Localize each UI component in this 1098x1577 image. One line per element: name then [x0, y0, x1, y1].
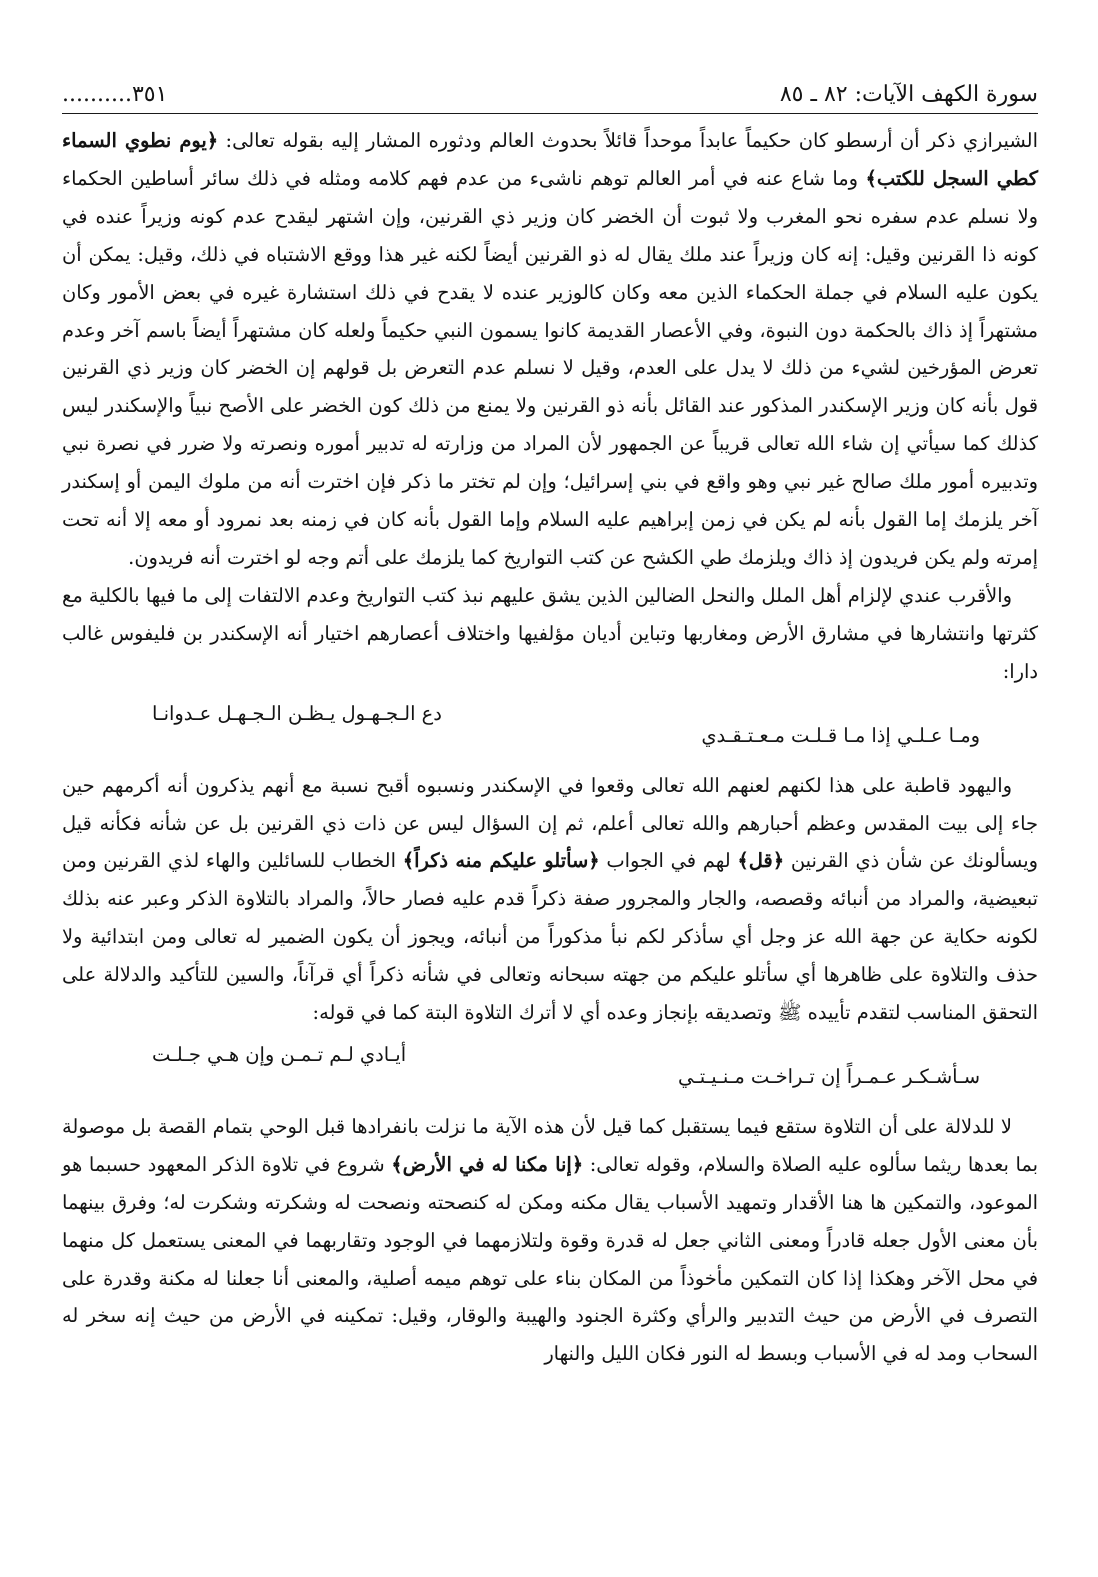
- text-run: الخطاب للسائلين والهاء لذي القرنين ومن تبعيضية، والمراد من أنبائه وقصصه، والجار والمجرور صفة ذكراً قدم عليه فصار حالاً، والمراد بالتلاوة الذكر وعبر عنه بذلك لكونه حكاية عن جهة الله عز وجل أي سأذكر لكم نبأ مذكوراً من أنبائه، ويجوز أن يكون الضمير له تعالى ومن ابتدائية ولا حذف والتلاوة على ظاهرها أي سأتلو عليكم من جهته سبحانه وتعالى في شأنه ذكراً أي قرآناً، والسين للتأكيد والدلالة على التحقق المناسب لتقدم تأييده ﷺ وتصديقه بإنجاز وعده أي لا أترك التلاوة البتة كما في قوله:: [62, 849, 1038, 1025]
- page-body: [62, 122, 1038, 1373]
- page-number: ..........٣٥١: [62, 82, 168, 107]
- poem-verse-2: [62, 1032, 1038, 1108]
- verse-1-left-text: دع الـجـهـول يـظـن الـجـهـل عـدوانـا: [152, 701, 442, 725]
- verse-1-right-text: ومـا عـلـي إذا مـا قـلـت مـعـتـقـدي: [701, 723, 980, 747]
- running-title: سورة الكهف الآيات: ٨٢ ـ ٨٥: [779, 82, 1038, 107]
- quran-quote: ﴿سأتلو عليكم منه ذكراً﴾: [402, 849, 600, 873]
- text-run: شروع في تلاوة الذكر المعهود حسبما هو الموعود، والتمكين ها هنا الأقدار وتمهيد الأسباب يقال مكنه ومكن له كنصحته ونصحت له وشكرته وشكرت له؛ وفرق بينهما بأن معنى الأول جعله قادراً ومعنى الثاني جعل له قدرة وقوة ولتلازمهما في الوجود وتقاربهما في المعنى يستعمل كل منهما في محل الآخر وهكذا إذا كان التمكين مأخوذاً من المكان بناء على توهم ميمه أصلية، والمعنى أنا جعلنا له مكنة وقدرة على التصرف في الأرض من حيث التدبير والرأي وكثرة الجنود والهيبة والوقار، وقيل: تمكينه في الأرض من حيث إنه سخر له السحاب ومد له في الأسباب وبسط له النور فكان الليل والنهار: [62, 1152, 1038, 1366]
- quran-quote: ﴿يوم نطوي السماء كطي السجل للكتب﴾: [62, 129, 1038, 190]
- verse-1-first-hemistich: [583, 691, 980, 767]
- text-run: واليهود قاطبة على هذا لكنهم لعنهم الله تعالى وقعوا في الإسكندر ونسبوه أقبح نسبة مع أنهم يذكرون أنه أكرمهم حين جاء إلى بيت المقدس وعظم أحبارهم والله تعالى أعلم، ثم إن السؤال ليس عن ذات ذي القرنين بل عن شأنه فكأنه قيل ويسألونك عن شأن ذي القرنين: [62, 773, 1038, 873]
- text-run: والأقرب عندي لإلزام أهل الملل والنحل الضالين الذين يشق عليهم نبذ كتب التواريخ وعدم الالتفات إلى ما فيها بالكلية مع كثرتها وانتشارها في مشارق الأرض ومغاربها وتباين أديان مؤلفيها واختلاف أعصارهم اختيار أنه الإسكندر بن فليفوس غالب دارا:: [62, 583, 1038, 683]
- paragraph-4: [62, 1108, 1038, 1373]
- poem-verse-1: [62, 691, 1038, 767]
- paragraph-1: [62, 122, 1038, 577]
- verse-2-second-hemistich: [152, 1032, 549, 1108]
- paragraph-3: [62, 767, 1038, 1032]
- text-run: لا للدلالة على أن التلاوة ستقع فيما يستقبل كما قيل لأن هذه الآية ما نزلت بانفرادها قبل الوحي بتمام القصة بل موصولة بما بعدها ريثما سألوه عليه الصلاة والسلام، وقوله تعالى:: [62, 1114, 1039, 1176]
- verse-2-first-hemistich: [583, 1032, 980, 1108]
- text-run: وما شاع عنه في أمر العالم توهم ناشىء من عدم فهم كلامه ومثله في ذلك سائر أساطين الحكماء ولا نسلم عدم سفره نحو المغرب ولا ثبوت أن الخضر كان وزير ذي القرنين، وإن اشتهر ليقدح عدم كونه وزيراً عنده في كونه ذا القرنين وقيل: إنه كان وزيراً عند ملك يقال له ذو القرنين أيضاً لكنه غير هذا ووقع الاشتباه في ذلك، وقيل: يمكن أن يكون عليه السلام في جملة الحكماء الذين معه وكان كالوزير عنده لا يقدح في ذلك استشارة غيره في بعض الأمور وكان مشتهراً إذ ذاك بالحكمة دون النبوة، وفي الأعصار القديمة كانوا يسمون النبي حكيماً ولعله كان مشتهراً أيضاً باسم آخر وعدم تعرض المؤرخين لشيء من ذلك لا يدل على العدم، وقيل لا نسلم عدم التعرض بل قولهم إن الخضر كان وزير ذي القرنين قول بأنه كان وزير الإسكندر المذكور عند القائل بأنه ذو القرنين ولا يمنع من ذلك كون الخضر على الأصح نبياً والإسكندر ليس كذلك كما سيأتي إن شاء الله تعالى قريباً عن الجمهور لأن المراد من وزارته له تدبير أموره ونصرته ولا ضرر في نصرة نبي وتدبيره أمور ملك صالح غير نبي وهو واقع في بني إسرائيل؛ وإن لم تختر ما ذكر فإن اخترت أنه من ملوك اليمن أو إسكندر آخر يلزمك إما القول بأنه لم يكن في زمن إبراهيم عليه السلام وإما القول بأنه كان في زمنه بعد نمرود أو معه إلا أنه تحت إمرته ولم يكن فريدون إذ ذاك ويلزمك طي الكشح عن كتب التواريخ كما يلزمك على أتم وجه لو اخترت أنه فريدون.: [62, 166, 1038, 569]
- paragraph-2: [62, 577, 1038, 691]
- verse-2-right-text: سـأشـكـر عـمـراً إن تـراخـت مـنـيـتـي: [677, 1064, 980, 1088]
- verse-1-second-hemistich: [152, 691, 549, 767]
- quran-quote: ﴿إنا مكنا له في الأرض﴾: [391, 1152, 584, 1176]
- page-header: [62, 74, 1038, 114]
- verse-2-left-text: أيـادي لـم تـمـن وإن هـي جـلـت: [152, 1042, 407, 1066]
- text-run: الشيرازي ذكر أن أرسطو كان حكيماً عابداً موحداً قائلاً بحدوث العالم ودثوره المشار إليه بقوله تعالى:: [218, 129, 1038, 152]
- quran-quote: ﴿قل﴾: [737, 849, 785, 873]
- text-run: لهم في الجواب: [599, 849, 738, 873]
